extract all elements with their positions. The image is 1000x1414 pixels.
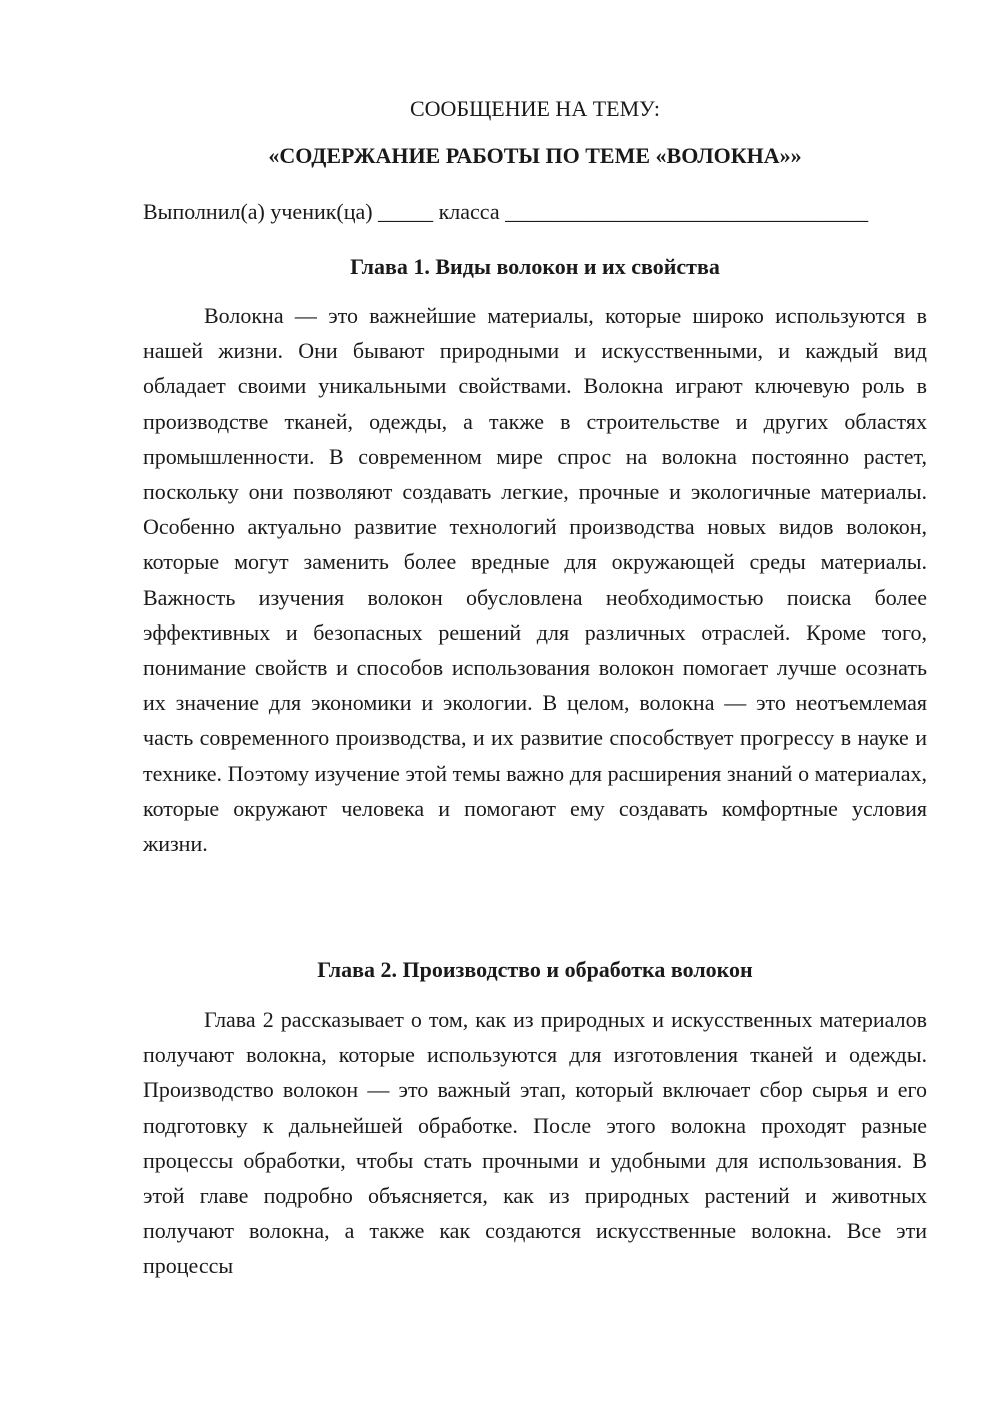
chapter-2-paragraph: Глава 2 рассказывает о том, как из природных и искусственных материалов получают волокна, которые используются для изготовления тканей и одежды. Производство волокон — это важный этап, который включает сбор сырья и его подготовку к дальнейшей обработке. После этого волокна проходят разные процессы обработки, чтобы стать прочными и удобными для использования. В этой главе подробно объясняется, как из природных растений и животных получают волокна, а также как создаются искусственные волокна. Все эти процессы	[143, 1007, 927, 1279]
document-title: «СОДЕРЖАНИЕ РАБОТЫ ПО ТЕМЕ «ВОЛОКНА»»	[268, 143, 802, 168]
document-subtitle: СООБЩЕНИЕ НА ТЕМУ:	[410, 96, 660, 121]
author-line: Выполнил(а) ученик(ца) _____ класса _________________________________	[143, 199, 869, 224]
chapter-2-title: Глава 2. Производство и обработка волокон	[317, 957, 753, 982]
chapter-1-title: Глава 1. Виды волокон и их свойства	[350, 254, 720, 279]
chapter-1-paragraph: Волокна — это важнейшие материалы, которые широко используются в нашей жизни. Они бывают природными и искусственными, и каждый вид обладает своими уникальными свойствами. Волокна играют ключевую роль в производстве тканей, одежды, а также в строительстве и других областях промышленности. В современном мире спрос на волокна постоянно растет, поскольку они позволяют создавать легкие, прочные и экологичные материалы. Особенно актуально развитие технологий производства новых видов волокон, которые могут заменить более вредные для окружающей среды материалы. Важность изучения волокон обусловлена необходимостью поиска более эффективных и безопасных решений для различных отраслей. Кроме того, понимание свойств и способов использования волокон помогает лучше осознать их значение для экономики и экологии. В целом, волокна — это неотъемлемая часть современного производства, и их развитие способствует прогрессу в науке и технике. Поэтому изучение этой темы важно для расширения знаний о материалах, которые окружают человека и помогают ему создавать комфортные условия жизни.	[143, 303, 927, 857]
